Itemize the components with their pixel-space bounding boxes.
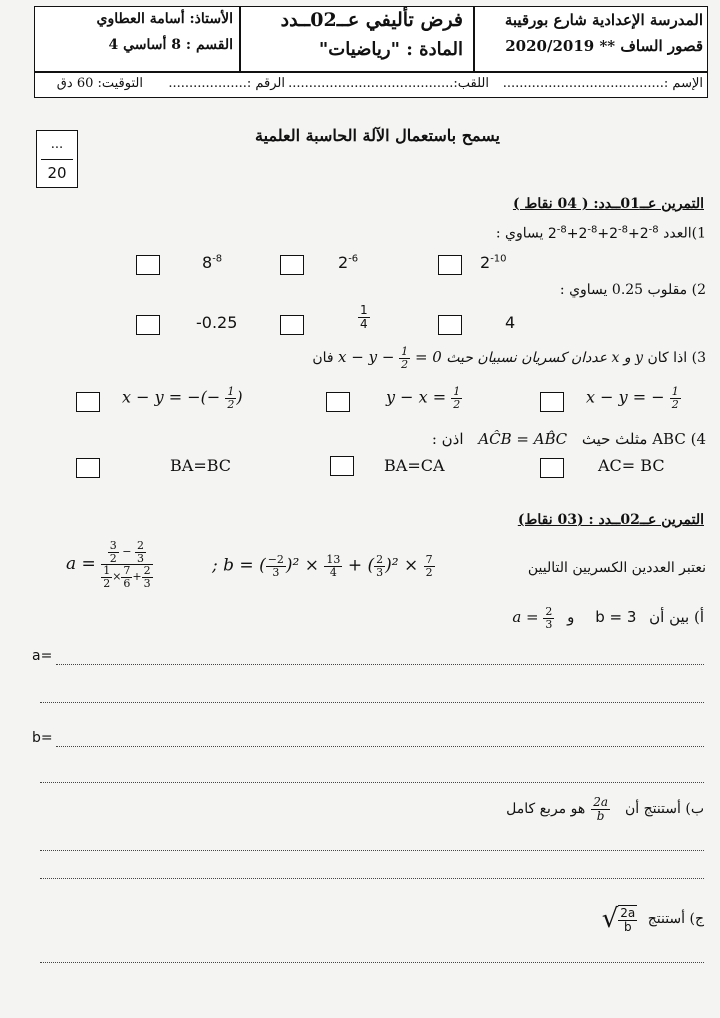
q3-line <box>312 346 706 370</box>
q1-line <box>496 224 706 242</box>
q4-option-b: BA=CA <box>384 456 445 475</box>
a-answer-line[interactable] <box>56 664 704 665</box>
year-line: قصور الساف ** 2020/2019 <box>505 37 703 55</box>
q4-condition: AĈB = AB̂C <box>478 430 568 448</box>
q1-checkbox-a[interactable] <box>438 255 462 275</box>
q3-option-c: x − y = −(− $\frac{1}{2}$ ) <box>122 385 243 411</box>
q2-checkbox-b[interactable] <box>280 315 304 335</box>
q2-option-a: 4 <box>505 313 516 332</box>
score-divider <box>41 159 73 160</box>
q3-vars: y و x عددان كسريان نسبيان حيث <box>446 350 644 367</box>
answer-line-7[interactable] <box>40 962 704 963</box>
q3-option-a: x − y = − $\frac{1}{2}$ <box>586 385 679 411</box>
answer-line-2[interactable] <box>40 702 704 703</box>
q3-text: 3) اذا كان <box>647 350 706 367</box>
a-definition: a = $\frac{3}{2}$ − $\frac{2}{3}$ $\frac{1}{2}$ × $\frac{7}{6}$ + $\frac{2}{3}$ <box>66 539 151 590</box>
q4-option-c: BA=BC <box>170 456 232 475</box>
part-c-line <box>596 904 704 934</box>
b-answer-label: b= <box>32 730 53 746</box>
surname-field[interactable]: اللقب:........................................ <box>288 76 489 91</box>
header-divider-1 <box>473 7 475 71</box>
q2-option-b: $\frac{1}{4}$ <box>360 303 368 331</box>
part-b-text: ب) أستنتج أن <box>624 801 704 818</box>
q4-checkbox-b[interactable] <box>330 456 354 476</box>
q3-checkbox-c[interactable] <box>76 392 100 412</box>
info-line <box>34 72 708 98</box>
q1-checkbox-c[interactable] <box>136 255 160 275</box>
school-name: المدرسة الإعدادية شارع بورقيبة <box>504 11 703 29</box>
q3-then: فان <box>312 350 334 367</box>
part-a-and: و <box>567 608 575 627</box>
q1-option-a: $2^{-10}$ <box>480 253 507 272</box>
calculator-note: يسمح باستعمال الآلة الحاسبة العلمية <box>255 126 500 145</box>
q3-condition: x − y − $\frac{1}{2}$ = 0 <box>338 345 442 371</box>
header-box <box>34 6 708 72</box>
score-value: ... <box>50 137 64 152</box>
score-total: 20 <box>47 164 67 182</box>
part-a-line <box>512 606 704 630</box>
part-a-text: أ) بين أن <box>649 608 704 627</box>
part-b-end: هو مربع كامل <box>506 801 586 818</box>
q1-expression: $2^{-8}+2^{-8}+2^{-8}+2^{-8}$ <box>547 224 659 242</box>
a-answer-label: a= <box>32 648 53 664</box>
q3-option-b: y − x = $\frac{1}{2}$ <box>386 385 461 411</box>
q4-line <box>432 430 706 448</box>
q4-checkbox-a[interactable] <box>540 458 564 478</box>
teacher: الأستاذ: أسامة العطاوي <box>96 11 233 27</box>
q1-checkbox-b[interactable] <box>280 255 304 275</box>
q1-option-c: $8^{-8}$ <box>202 253 223 272</box>
answer-line-4[interactable] <box>40 782 704 783</box>
part-b-expr: $\frac{2a}{b}$ <box>593 795 609 823</box>
q2-text: 2) مقلوب 0.25 يساوي : <box>559 282 706 298</box>
q1-text: 1)العدد <box>663 225 706 242</box>
number-field[interactable]: الرقم :................... <box>168 76 285 91</box>
answer-line-5[interactable] <box>40 850 704 851</box>
timing-field: التوقيت: 60 دق <box>56 76 143 91</box>
exam-title: فرض تأليفي عــ02ــدد <box>280 9 463 31</box>
q2-checkbox-c[interactable] <box>136 315 160 335</box>
part-a-a: a = $\frac{2}{3}$ <box>512 605 553 631</box>
class-name: القسم : 8 أساسي 4 <box>108 37 233 53</box>
q4-checkbox-c[interactable] <box>76 458 100 478</box>
part-a-b: b = 3 <box>595 608 637 627</box>
q1-option-b: $2^{-6}$ <box>338 253 359 272</box>
q2-checkbox-a[interactable] <box>438 315 462 335</box>
part-c-text: ج) أستنتج <box>647 911 704 927</box>
q4-text: 4) ABC مثلث حيث <box>581 430 706 448</box>
exercise2-title: التمرين عــ02ــدد : (03 نقاط) <box>517 512 704 528</box>
part-c-expr: √ $\frac{2a}{b}$ <box>601 904 636 934</box>
exercise2-intro: نعتبر العددين الكسريين التاليين <box>527 560 706 576</box>
q3-checkbox-a[interactable] <box>540 392 564 412</box>
b-answer-line[interactable] <box>56 746 704 747</box>
name-field[interactable]: الإسم :....................................... <box>502 76 703 91</box>
part-b-line <box>506 796 704 822</box>
score-box <box>36 130 78 188</box>
q3-checkbox-b[interactable] <box>326 392 350 412</box>
q4-then: اذن : <box>431 430 464 448</box>
exercise1-title: التمرين عــ01ــدد: ( 04 نقاط ) <box>512 196 704 212</box>
q4-option-a: AC= BC <box>598 456 665 475</box>
b-definition: ; b = ( $\frac{-2}{3}$ )² × $\frac{13}{4}$ + ( $\frac{2}{3}$ )² × $\frac{7}{2}$ <box>212 553 433 579</box>
answer-line-6[interactable] <box>40 878 704 879</box>
subject: المادة : "رياضيات" <box>318 39 463 60</box>
q2-option-c: -0.25 <box>196 313 238 332</box>
q1-suffix: يساوي : <box>495 225 544 242</box>
header-divider-2 <box>239 7 241 71</box>
